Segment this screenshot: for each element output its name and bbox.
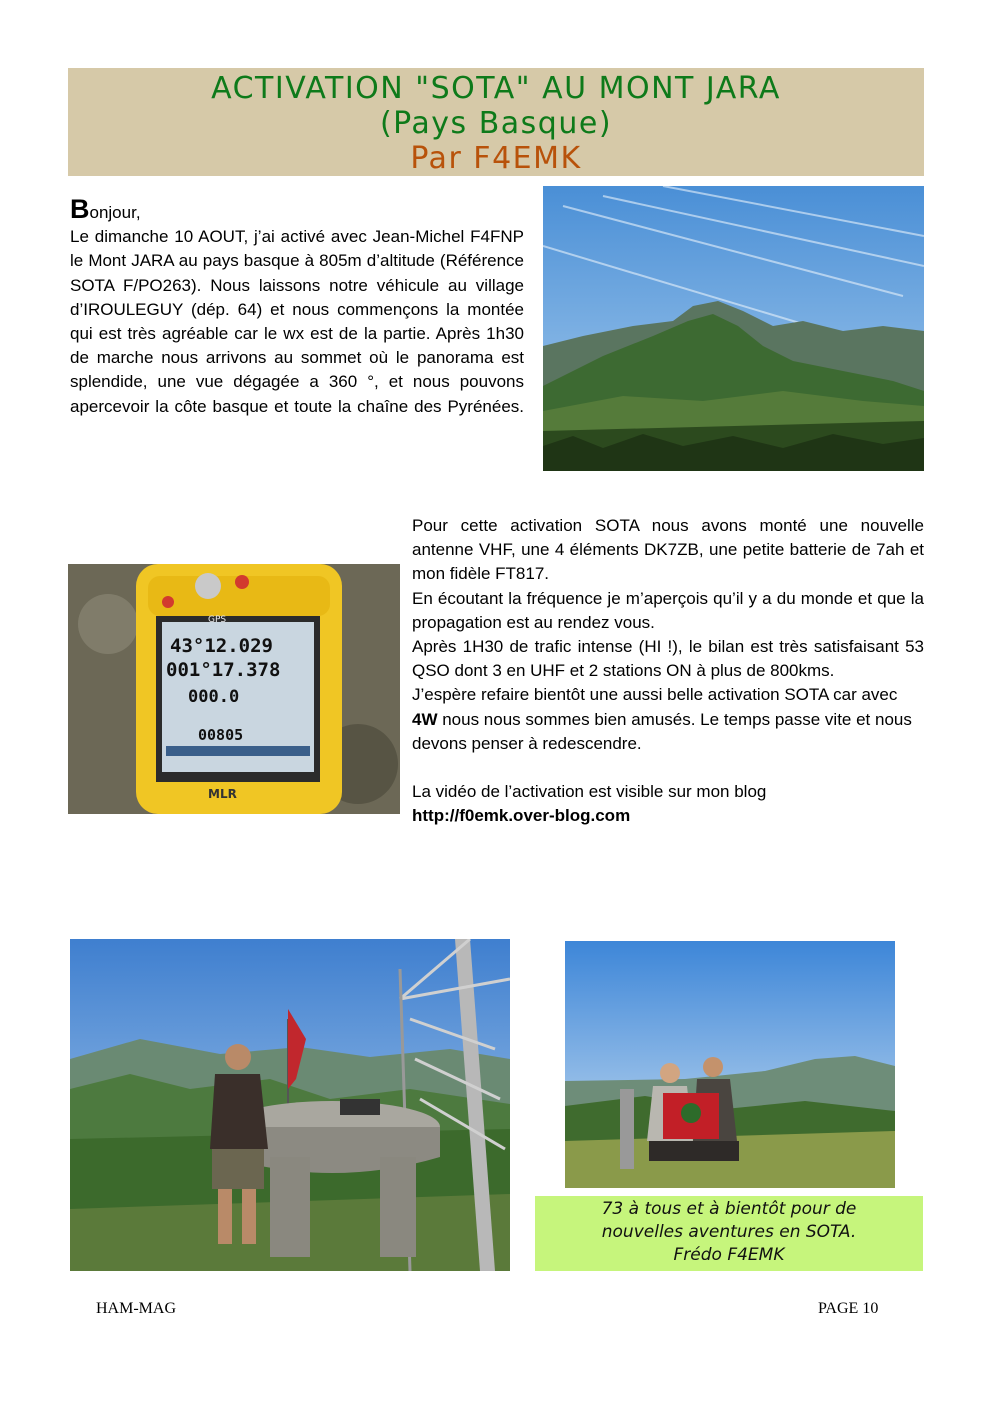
gps-speed: 000.0 [188,687,240,707]
gps-lat: 43°12.029 [170,635,273,657]
operator-table-photo [70,939,510,1271]
article-p1: Pour cette activation SOTA nous avons monté une nouvelle antenne VHF, une 4 éléments DK7ZB, une petite batterie de 7ah et mon fidèle FT817. [412,516,924,584]
caption-line-1: 73 à tous et à bientôt pour de [601,1199,857,1219]
caption-line-2: nouvelles aventures en SOTA. [601,1222,857,1242]
intro-text [70,194,524,419]
article-p4-before: J’espère refaire bientôt une aussi belle activation SOTA car avec [412,685,898,705]
article-text [412,514,924,828]
blog-link[interactable]: http://f0emk.over-blog.com [412,806,631,826]
drop-cap: B [70,194,90,224]
article-p3: Après 1H30 de trafic intense (HI !), le bilan est très satisfaisant 53 QSO dont 3 en UHF et 2 stations ON à plus de 800kms. [412,637,924,681]
footer-page-number: PAGE 10 [818,1300,879,1317]
title-line-1: ACTIVATION "SOTA" AU MONT JARA [211,71,781,106]
article-p4 [412,683,924,756]
intro-body: Le dimanche 10 AOUT, j’ai activé avec Jean-Michel F4FNP le Mont JARA au pays basque à 805m d’altitude (Référence SOTA F/PO263). Nous laissons notre véhicule au village d’IROULEGUY (dép. 64) et nous commençons la montée qui est très agréable car le wx est de la partie. Après 1h30 de marche nous arrivons au sommet où le panorama est splendide, une vue dégagée a 360 °, et nous pouvons apercevoir la côte basque et toute la chaîne des Pyrénées. [70,227,524,416]
author-line: Par F4EMK [410,141,582,176]
team-flag-photo [565,941,895,1188]
gps-brand-label: GPS [208,615,227,625]
footer-magazine: HAM-MAG [96,1300,176,1317]
gps-lon: 001°17.378 [166,659,281,681]
article-p2: En écoutant la fréquence je m’aperçois qu’il y a du monde et que la propagation est au rendez vous. [412,588,924,632]
gps-photo [68,564,400,814]
caption-line-3: Frédo F4EMK [673,1245,785,1265]
title-banner [68,68,924,176]
article-p4-after: nous nous sommes bien amusés. Le temps passe vite et nous devons penser à redescendre. [412,709,912,753]
mountain-panorama-photo [543,186,924,471]
gps-alt: 00805 [198,726,244,744]
greeting: onjour, [89,203,141,222]
title-line-2: (Pays Basque) [379,106,613,141]
power-4w: 4W [412,709,438,729]
video-text: La vidéo de l’activation est visible sur mon blog [412,782,767,802]
gps-maker: MLR [208,787,237,801]
closing-caption [535,1196,923,1271]
